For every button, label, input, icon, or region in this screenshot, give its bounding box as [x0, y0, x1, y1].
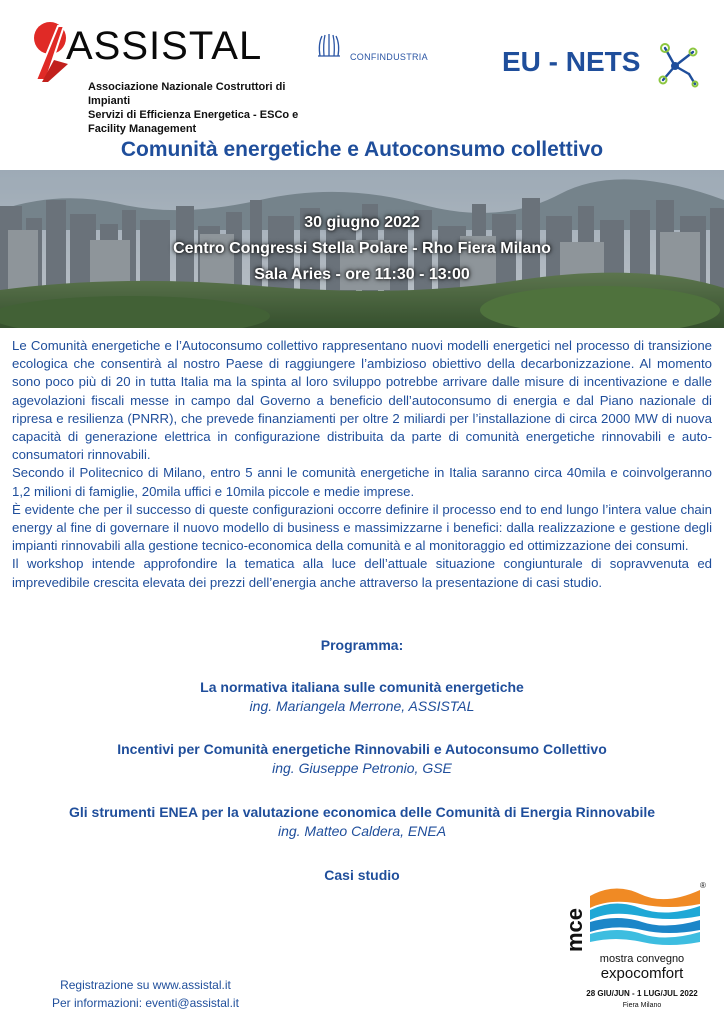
event-description	[12, 337, 712, 592]
event-date: 30 giugno 2022	[304, 214, 420, 231]
description-paragraph-1: Le Comunità energetiche e l’Autoconsumo collettivo rappresentano nuovi modelli energetici nel processo di transizione ecologica che consentirà al nostro Paese di raggiungere l’ambizioso obiettivo della decarbonizzazione. Al momento sono poco più di 20 in tutta Italia ma la spinta al loro sviluppo potrebbe arrivare dalle misure di incentivazione e dalle agevolazioni fiscali messe in campo dal Governo a beneficio dell’autoconsumo di energia e dal Piano nazionale di ripresa e resilienza (PNRR), che prevede finanziamenti per oltre 2 miliardi per l’installazione di circa 2000 MW di nuova capacità di generazione elettrica in configurazione distribuita da parte di comunità energetiche rinnovabili e auto-consumatori rinnovabili.	[12, 338, 712, 463]
case-studies-label: Casi studio	[324, 867, 400, 883]
assistal-subtitle-line-1: Associazione Nazionale Costruttori di Impianti	[88, 81, 286, 107]
confindustria-label: CONFINDUSTRIA	[350, 52, 428, 62]
page-title: Comunità energetiche e Autoconsumo collettivo	[120, 138, 604, 161]
description-paragraph-2: Secondo il Politecnico di Milano, entro 5 anni le comunità energetiche in Italia saranno circa 40mila e coinvolgeranno 1,2 milioni di famiglie, 20mila uffici e 10mila piccole e medie imprese.	[12, 465, 712, 499]
mce-acronym: mce	[562, 907, 587, 953]
network-nodes-icon	[655, 40, 703, 88]
event-venue: Centro Congressi Stella Polare - Rho Fiera Milano	[173, 240, 551, 257]
contact-footer	[52, 976, 239, 1012]
assistal-subtitle-line-2: Servizi di Efficienza Energetica - ESCo e Facility Management	[88, 109, 299, 135]
mce-waves-logo	[560, 876, 710, 1016]
assistal-wordmark: ASSISTAL	[66, 24, 263, 68]
programme-item	[0, 803, 724, 841]
confindustria-icon	[314, 30, 344, 60]
programme-item-title: Incentivi per Comunità energetiche Rinnovabili e Autoconsumo Collettivo	[117, 741, 607, 757]
mce-line-2: expocomfort	[600, 965, 684, 982]
programme-item-speaker: ing. Giuseppe Petronio, GSE	[272, 760, 452, 776]
city-banner-image	[0, 170, 724, 328]
assistal-subtitle	[88, 80, 308, 136]
assistal-logo	[28, 12, 308, 135]
programme-item	[0, 678, 724, 716]
mce-expocomfort-logo	[560, 876, 710, 1016]
mce-place: Fiera Milano	[622, 1002, 662, 1009]
programme-item-title: Gli strumenti ENEA per la valutazione economica delle Comunità di Energia Rinnovabile	[68, 804, 656, 820]
mce-dates: 28 GIU/JUN - 1 LUG/JUL 2022	[586, 989, 698, 998]
eu-nets-logo-text: EU - NETS	[502, 46, 641, 77]
registration-link[interactable]: Registrazione su www.assistal.it	[60, 978, 231, 992]
mce-line-1: mostra convegno	[599, 953, 685, 965]
registered-mark: ®	[700, 881, 706, 890]
description-paragraph-3: È evidente che per il successo di queste configurazioni occorre definire il processo end to end lungo l’intera value chain energy al fine di governare il nuovo modello di business e massimizzarne i benefici: dalla realizzazione e gestione degli impianti rinnovabili alla gestione tecnico-economica della comunità e al monitoraggio ed ottimizzazione dei consumi.	[12, 501, 712, 554]
programme-item	[0, 740, 724, 778]
description-paragraph-4: Il workshop intende approfondire la tematica alla luce dell’attuale situazione congiunturale di sopravvenuta ed imprevedibile crescita elevata dei prezzi dell’energia anche attraverso la presentazione di casi studio.	[12, 556, 712, 590]
programme-item-title: La normativa italiana sulle comunità energetiche	[200, 679, 524, 695]
programme-item-speaker: ing. Matteo Caldera, ENEA	[277, 823, 447, 839]
programme-heading: Programma:	[320, 637, 404, 653]
event-room-time: Sala Aries - ore 11:30 - 13:00	[254, 266, 470, 283]
info-email-link[interactable]: Per informazioni: eventi@assistal.it	[52, 996, 239, 1010]
programme-item-speaker: ing. Mariangela Merrone, ASSISTAL	[249, 698, 475, 714]
